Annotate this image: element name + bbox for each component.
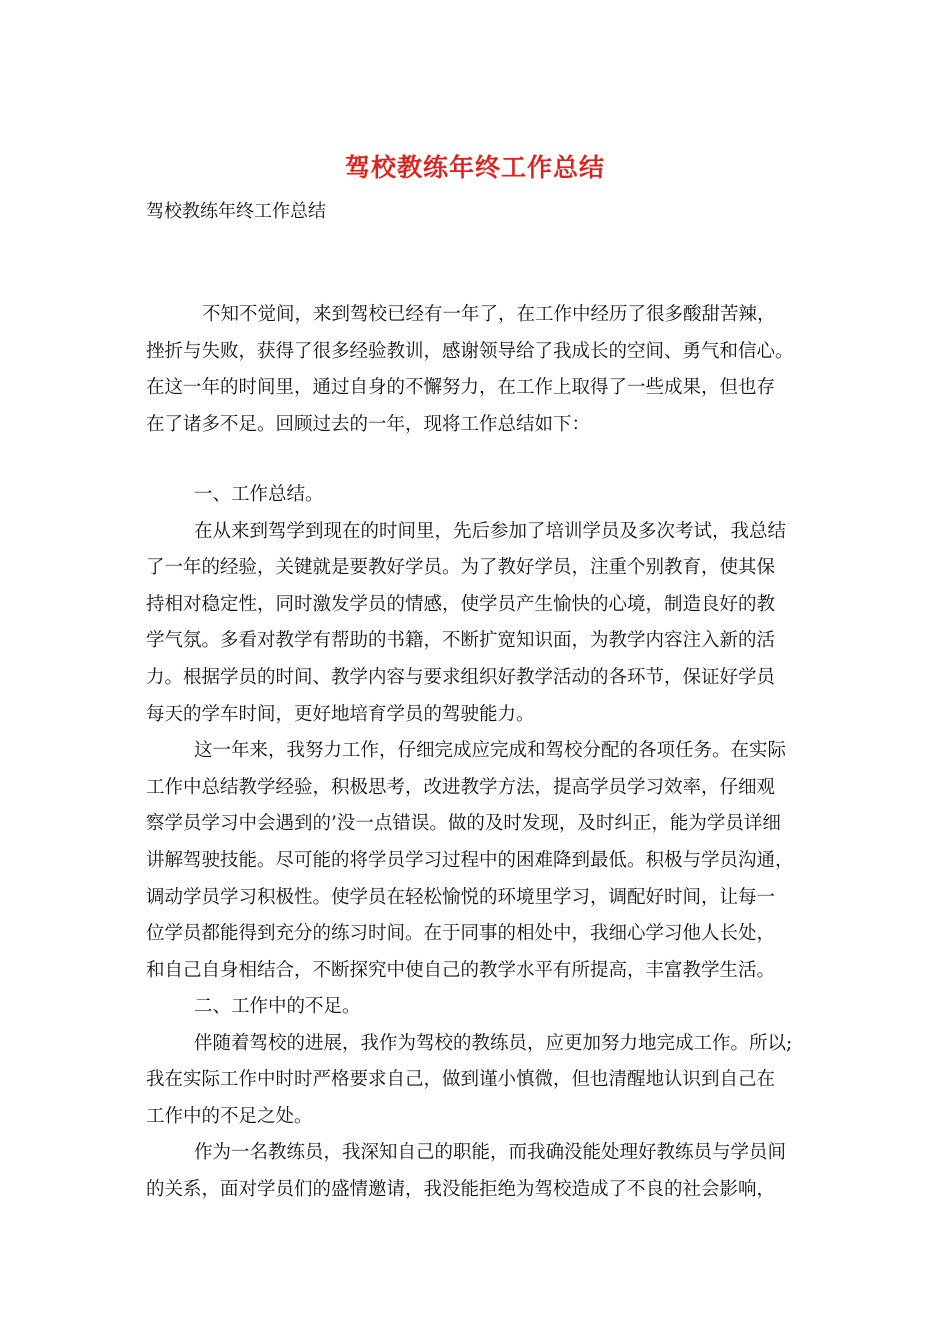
- text-line: 在了诸多不足。回顾过去的一年，现将工作总结如下：: [146, 413, 591, 435]
- text-line: 不知不觉间，来到驾校已经有一年了，在工作中经历了很多酸甜苦辣，: [202, 304, 776, 325]
- text-line: 在从来到驾学到现在的时间里，先后参加了培训学员及多次考试，我总结: [194, 520, 787, 542]
- text-line: 位学员都能得到充分的练习时间。在于同事的相处中，我细心学习他人长处，: [146, 923, 776, 945]
- section-heading: 二、工作中的不足。: [194, 996, 361, 1017]
- section-2: [146, 989, 826, 1209]
- text-line: 这一年来，我努力工作，仔细完成应完成和驾校分配的各项任务。在实际: [194, 740, 787, 762]
- intro-paragraph: [146, 297, 826, 443]
- text-line: 挫折与失败，获得了很多经验教训，感谢领导给了我成长的空间、勇气和信心。: [146, 340, 794, 362]
- document-subtitle: 驾校教练年终工作总结: [146, 201, 326, 222]
- text-line: 察学员学习中会遇到的’没一点错误。做的及时发现，及时纠正，能为学员详细: [146, 813, 781, 835]
- text-line: 和自己自身相结合，不断探究中使自己的教学水平有所提高，丰富教学生活。: [146, 959, 776, 981]
- text-line: 了一年的经验，关键就是要教好学员。为了教好学员，注重个别教育，使其保: [146, 557, 776, 579]
- text-line: 每天的学车时间，更好地培育学员的驾驶能力。: [146, 703, 535, 725]
- text-line: 作为一名教练员，我深知自己的职能，而我确没能处理好教练员与学员间: [194, 1142, 787, 1164]
- text-line: 伴随着驾校的进展，我作为驾校的教练员，应更加努力地完成工作。所以;: [194, 1032, 793, 1054]
- text-line: 调动学员学习积极性。使学员在轻松愉悦的环境里学习，调配好时间，让每一: [146, 886, 776, 908]
- text-line: 工作中总结教学经验，积极思考，改进教学方法，提高学员学习效率，仔细观: [146, 776, 776, 798]
- text-line: 我在实际工作中时时严格要求自己，做到谨小慎微，但也清醒地认识到自己在: [146, 1069, 776, 1091]
- text-line: 工作中的不足之处。: [146, 1105, 313, 1127]
- text-line: 持相对稳定性，同时激发学员的情感，使学员产生愉快的心境，制造良好的教: [146, 593, 776, 615]
- text-line: 在这一年的时间里，通过自身的不懈努力，在工作上取得了一些成果，但也存: [146, 377, 776, 399]
- text-line: 力。根据学员的时间、教学内容与要求组织好教学活动的各环节，保证好学员: [146, 666, 776, 688]
- text-line: 讲解驾驶技能。尽可能的将学员学习过程中的困难降到最低。积极与学员沟通，: [146, 849, 794, 871]
- text-line: 学气氛。多看对教学有帮助的书籍，不断扩宽知识面，为教学内容注入新的活: [146, 630, 776, 652]
- section-1: [146, 477, 826, 989]
- text-line: 的关系，面对学员们的盛情邀请，我没能拒绝为驾校造成了不良的社会影响，: [146, 1178, 776, 1200]
- document-title: 驾校教练年终工作总结: [344, 153, 605, 182]
- section-heading: 一、工作总结。: [194, 484, 324, 505]
